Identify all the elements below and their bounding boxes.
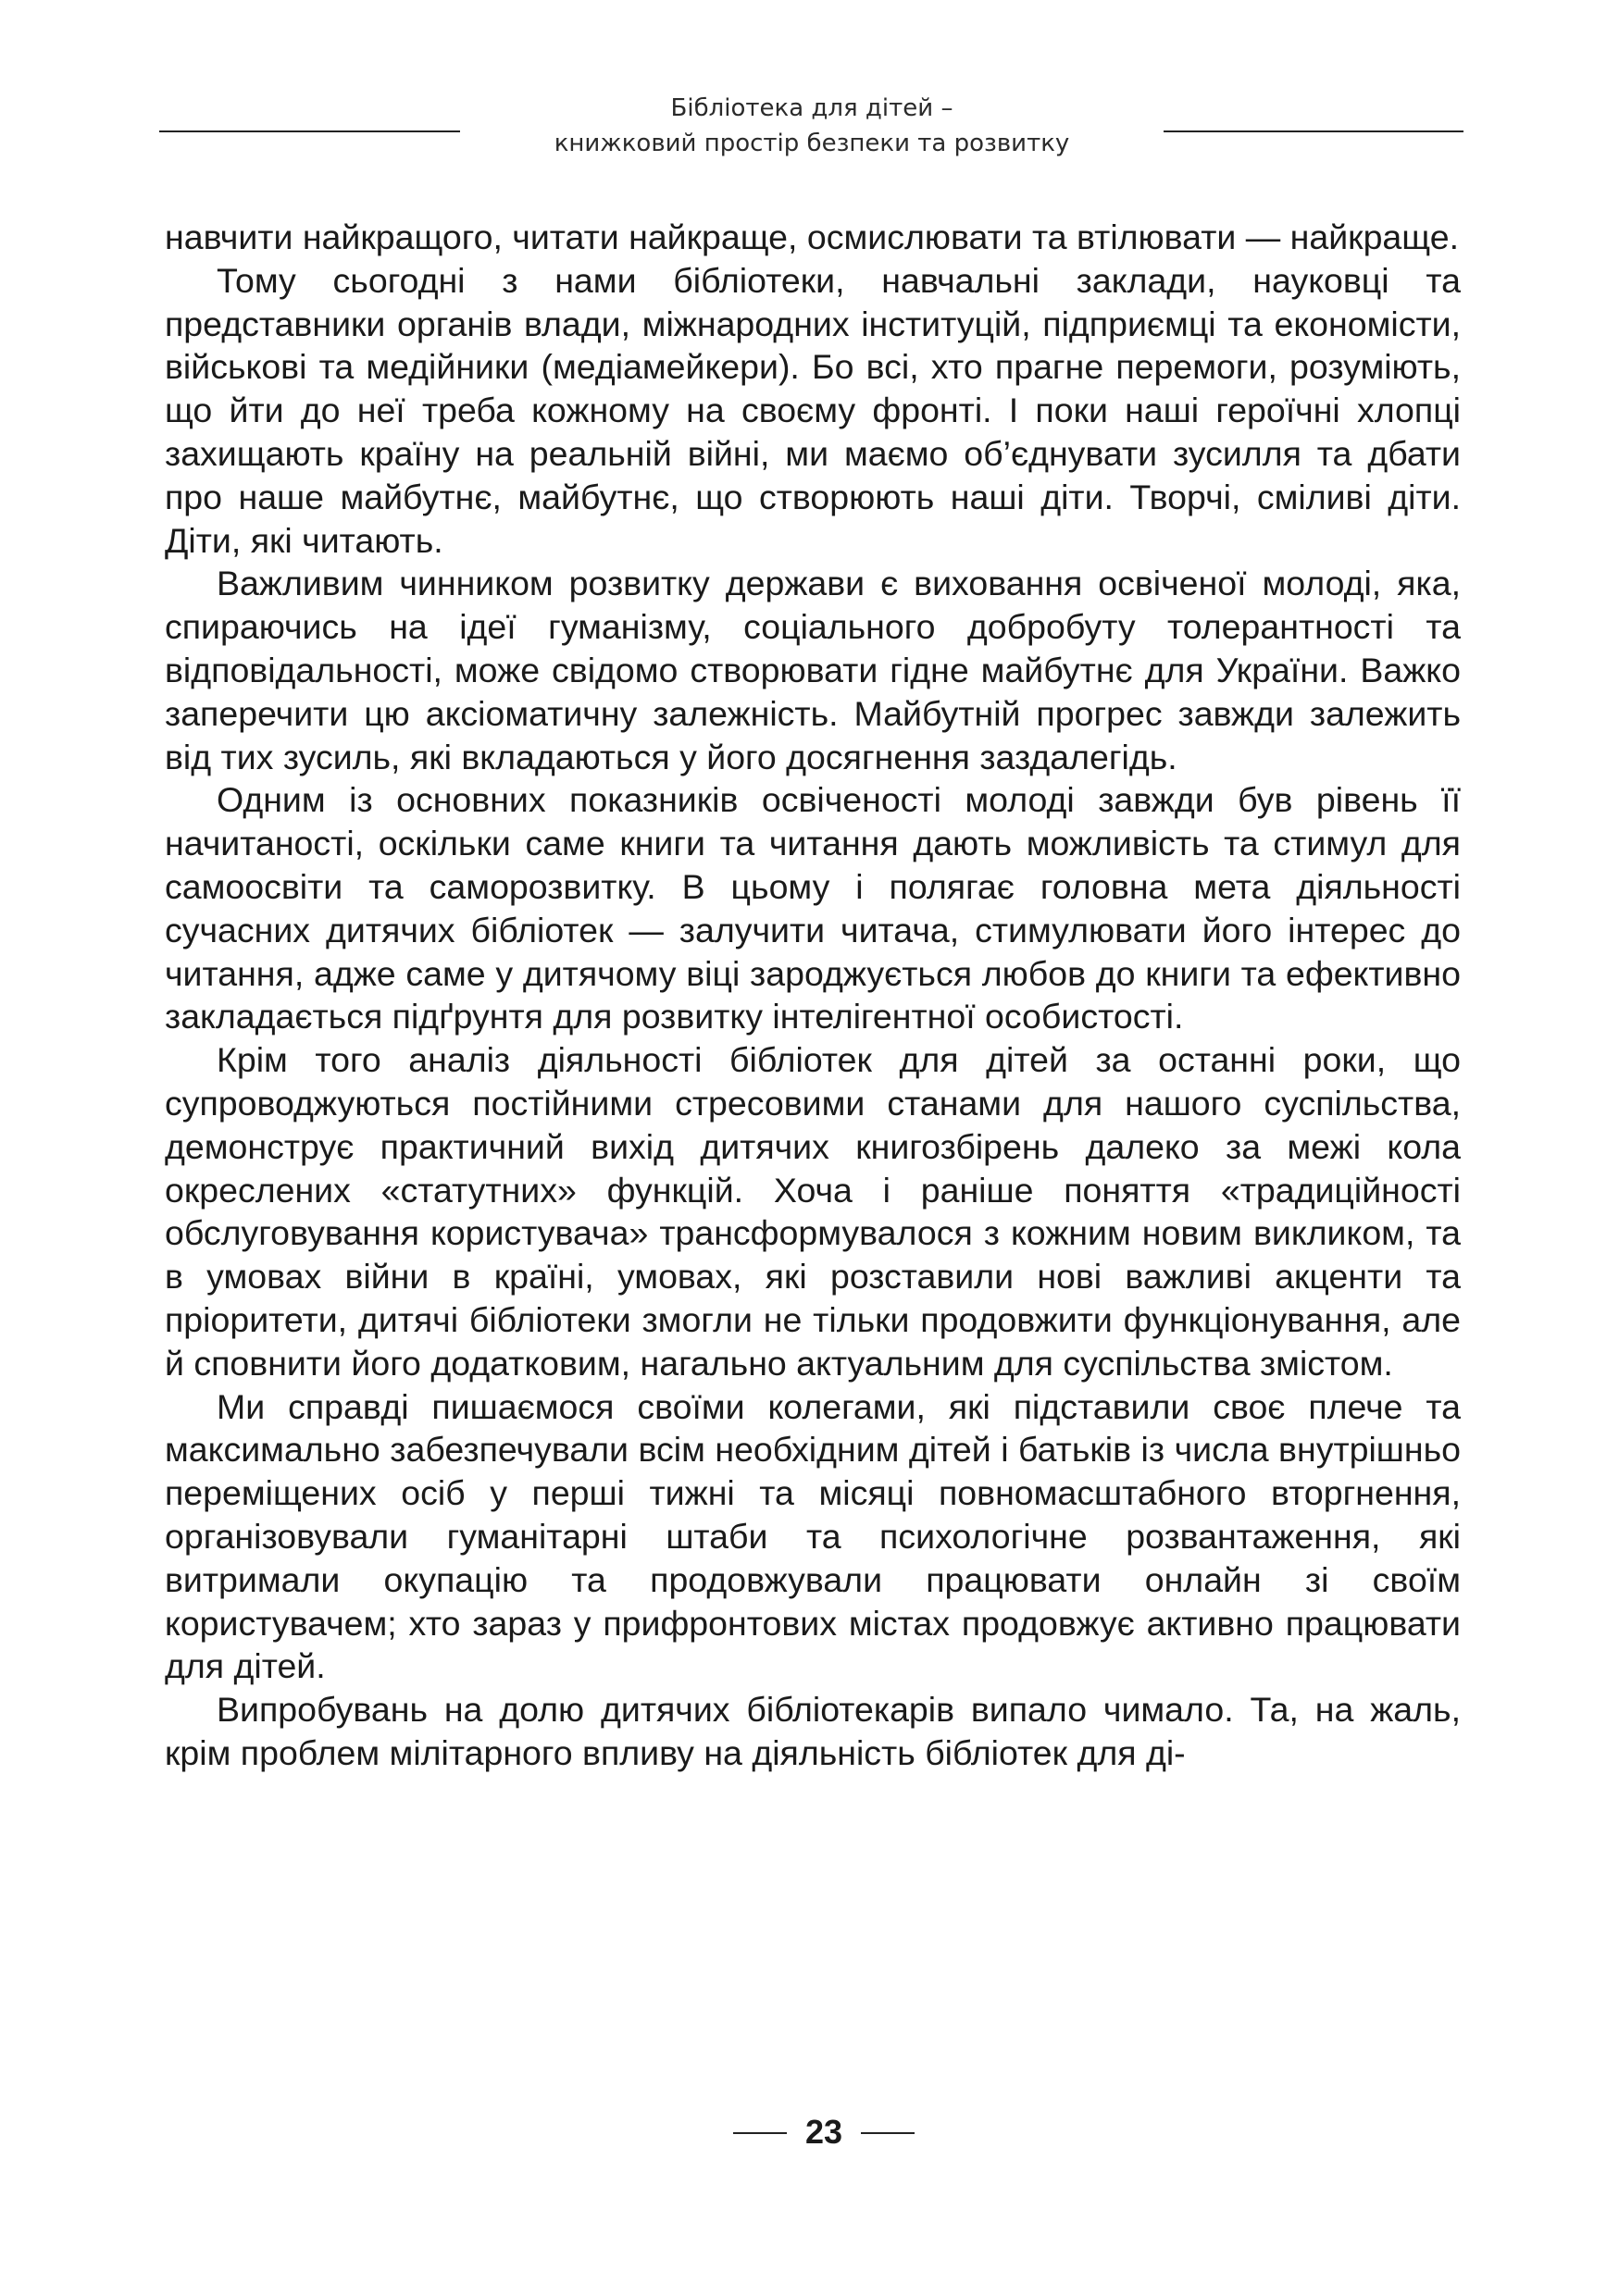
paragraph: Ми справді пишаємося своїми колегами, які підставили своє плече та максимально забезпечували всім необхідним дітей і батьків із числа внутрішньо переміщених осіб у перші тижні та місяці повномасштабного вторгнення, організовували гуманітарні штаби та психологічне розвантаження, які витримали окупацію та продовжували працювати онлайн зі своїм користувачем; хто зараз у прифронтових містах продовжує активно працювати для дітей. xyxy=(165,1386,1461,1686)
footer-rule-right xyxy=(861,2132,915,2134)
paragraph: Тому сьогодні з нами бібліотеки, навчальні заклади, науковці та представники органів влади, міжнародних інституцій, підприємці та економісти, військові та медійники (медіамейкери). Бо всі, хто прагне перемоги, розуміють, що йти до неї треба кожному на своєму фронті. І поки наші героїчні хлопці захищають країну на реальній війні, ми маємо об’єднувати зусилля та дбати про наше майбутнє, майбутнє, що створюють наші діти. Творчі, сміливі діти. Діти, які читають. xyxy=(165,260,1461,560)
running-header-title xyxy=(460,91,1164,161)
page-footer xyxy=(0,2110,1619,2156)
paragraph: Одним із основних показників освіченості молоді завжди був рівень її начитаності, оскільки саме книги та читання дають можливість та стимул для самоосвіти та саморозвитку. В цьому і полягає головна мета діяльності сучасних дитячих бібліотек — залучити читача, стимулювати його інтерес до читання, адже саме у дитячому віці зароджується любов до книги та ефективно закладається підґрунтя для розвитку інтелігентної особистості. xyxy=(165,780,1461,1036)
paragraph: Крім того аналіз діяльності бібліотек для дітей за останні роки, що супроводжуються постійними стресовими станами для нашого суспільства, демонструє практичний вихід дитячих книгозбірень далеко за межі кола окреслених «статутних» функцій. Хоча і раніше поняття «традиційності обслуговування користувача» трансформувалося з кожним новим викликом, та в умовах війни в країні, умовах, які розставили нові важливі акценти та пріоритети, дитячі бібліотеки змогли не тільки продовжити функціонування, але й сповнити його додатковим, нагально актуальним для суспільства змістом. xyxy=(165,1040,1461,1383)
page-number: 23 xyxy=(804,2113,843,2151)
header-title-line-1: Бібліотека для дітей – xyxy=(670,94,953,122)
paragraph: Випробувань на долю дитячих бібліотекарів випало чимало. Та, на жаль, крім проблем мілітарного впливу на діяльність бібліотек для ді- xyxy=(165,1690,1461,1772)
footer-rule-left xyxy=(733,2132,787,2134)
main-text xyxy=(165,216,1461,1775)
running-header xyxy=(0,91,1619,165)
header-rule-left xyxy=(159,130,460,132)
paragraph-continuation: навчити найкращого, читати найкраще, осмислювати та втілювати — найкраще. xyxy=(165,217,1459,256)
header-rule-right xyxy=(1164,130,1463,132)
paragraph: Важливим чинником розвитку держави є виховання освіченої молоді, яка, спираючись на ідеї гуманізму, соціального добробуту толерантності та відповідальності, може свідомо створювати гідне майбутнє для України. Важко заперечити цю аксіоматичну залежність. Майбутній прогрес завжди залежить від тих зусиль, які вкладаються у його досягнення заздалегідь. xyxy=(165,564,1461,776)
header-title-line-2: книжковий простір безпеки та розвитку xyxy=(554,130,1070,157)
